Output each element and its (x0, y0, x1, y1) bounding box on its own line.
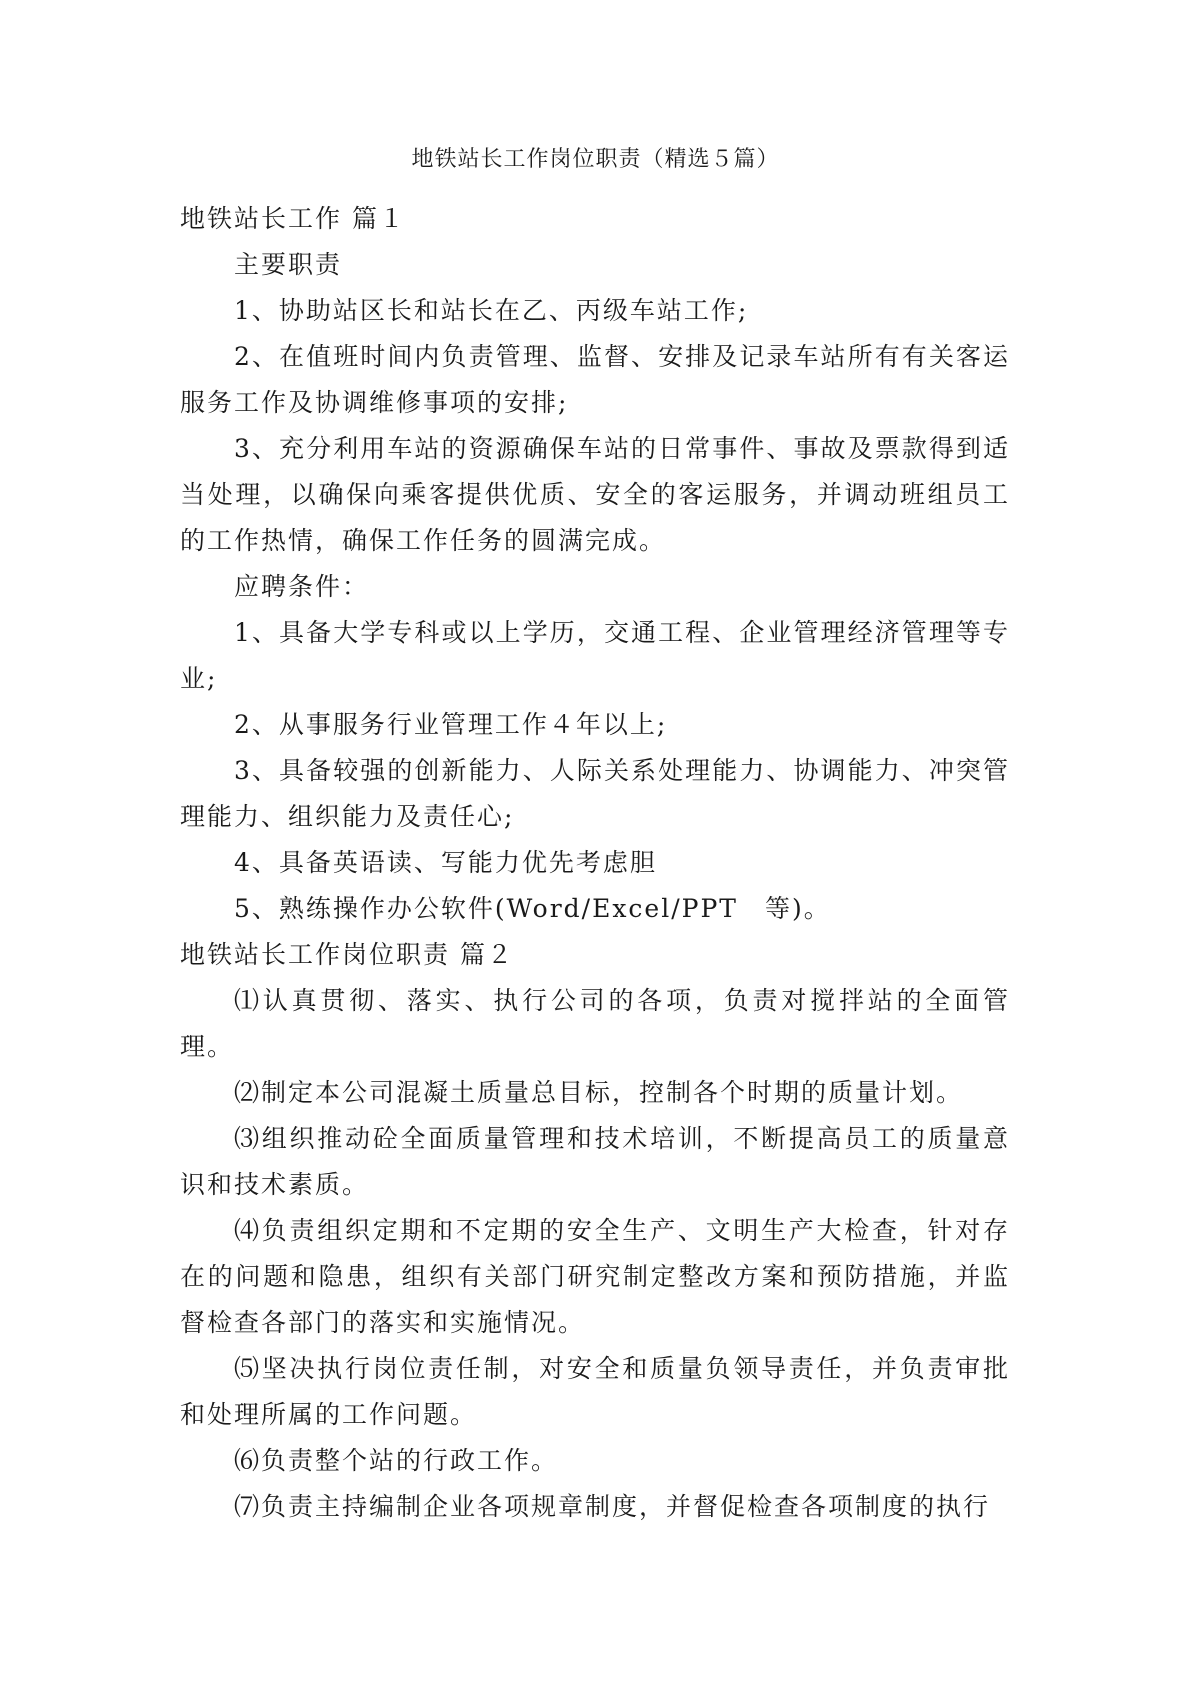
section-2-paragraph: ⑺负责主持编制企业各项规章制度，并督促检查各项制度的执行 (234, 1492, 991, 1521)
section-1-paragraph: 主要职责 (234, 250, 343, 279)
section-1-paragraph: 4、具备英语读、写能力优先考虑胆 (234, 848, 657, 877)
section-1-paragraph: 1、协助站区长和站长在乙、丙级车站工作; (234, 296, 749, 325)
section-2-paragraph: ⑴认真贯彻、落实、执行公司的各项，负责对搅拌站的全面管理。 (180, 986, 1010, 1061)
section-1-paragraph: 应聘条件： (234, 572, 370, 601)
section-2-paragraph: ⑷负责组织定期和不定期的安全生产、文明生产大检查，针对存在的问题和隐患，组织有关部门研究制定整改方案和预防措施，并监督检查各部门的落实和实施情况。 (180, 1216, 1010, 1337)
section-1-heading: 地铁站长工作 篇１ (180, 204, 406, 233)
section-2-paragraph: ⑹负责整个站的行政工作。 (234, 1446, 559, 1475)
section-1-paragraph: 1、具备大学专科或以上学历，交通工程、企业管理经济管理等专业; (180, 618, 1010, 693)
section-2-paragraph: ⑸坚决执行岗位责任制，对安全和质量负领导责任，并负责审批和处理所属的工作问题。 (180, 1354, 1010, 1429)
section-1-paragraph: 3、具备较强的创新能力、人际关系处理能力、协调能力、冲突管理能力、组织能力及责任心; (180, 756, 1010, 831)
document-title: 地铁站长工作岗位职责（精选５篇） (411, 147, 780, 172)
section-1-paragraph: 2、在值班时间内负责管理、监督、安排及记录车站所有有关客运服务工作及协调维修事项的安排; (180, 342, 1010, 417)
section-2-paragraph: ⑵制定本公司混凝土质量总目标，控制各个时期的质量计划。 (234, 1078, 964, 1107)
section-1-paragraph: 5、熟练操作办公软件(Word/Excel/PPT 等)。 (234, 894, 831, 923)
section-1-paragraph: 2、从事服务行业管理工作４年以上; (234, 710, 668, 739)
section-2-paragraph: ⑶组织推动砼全面质量管理和技术培训，不断提高员工的质量意识和技术素质。 (180, 1124, 1010, 1199)
section-1-paragraph: 3、充分利用车站的资源确保车站的日常事件、事故及票款得到适当处理，以确保向乘客提供优质、安全的客运服务，并调动班组员工的工作热情，确保工作任务的圆满完成。 (180, 434, 1010, 555)
document-body (180, 196, 1010, 1530)
section-2-heading: 地铁站长工作岗位职责 篇２ (180, 940, 514, 969)
